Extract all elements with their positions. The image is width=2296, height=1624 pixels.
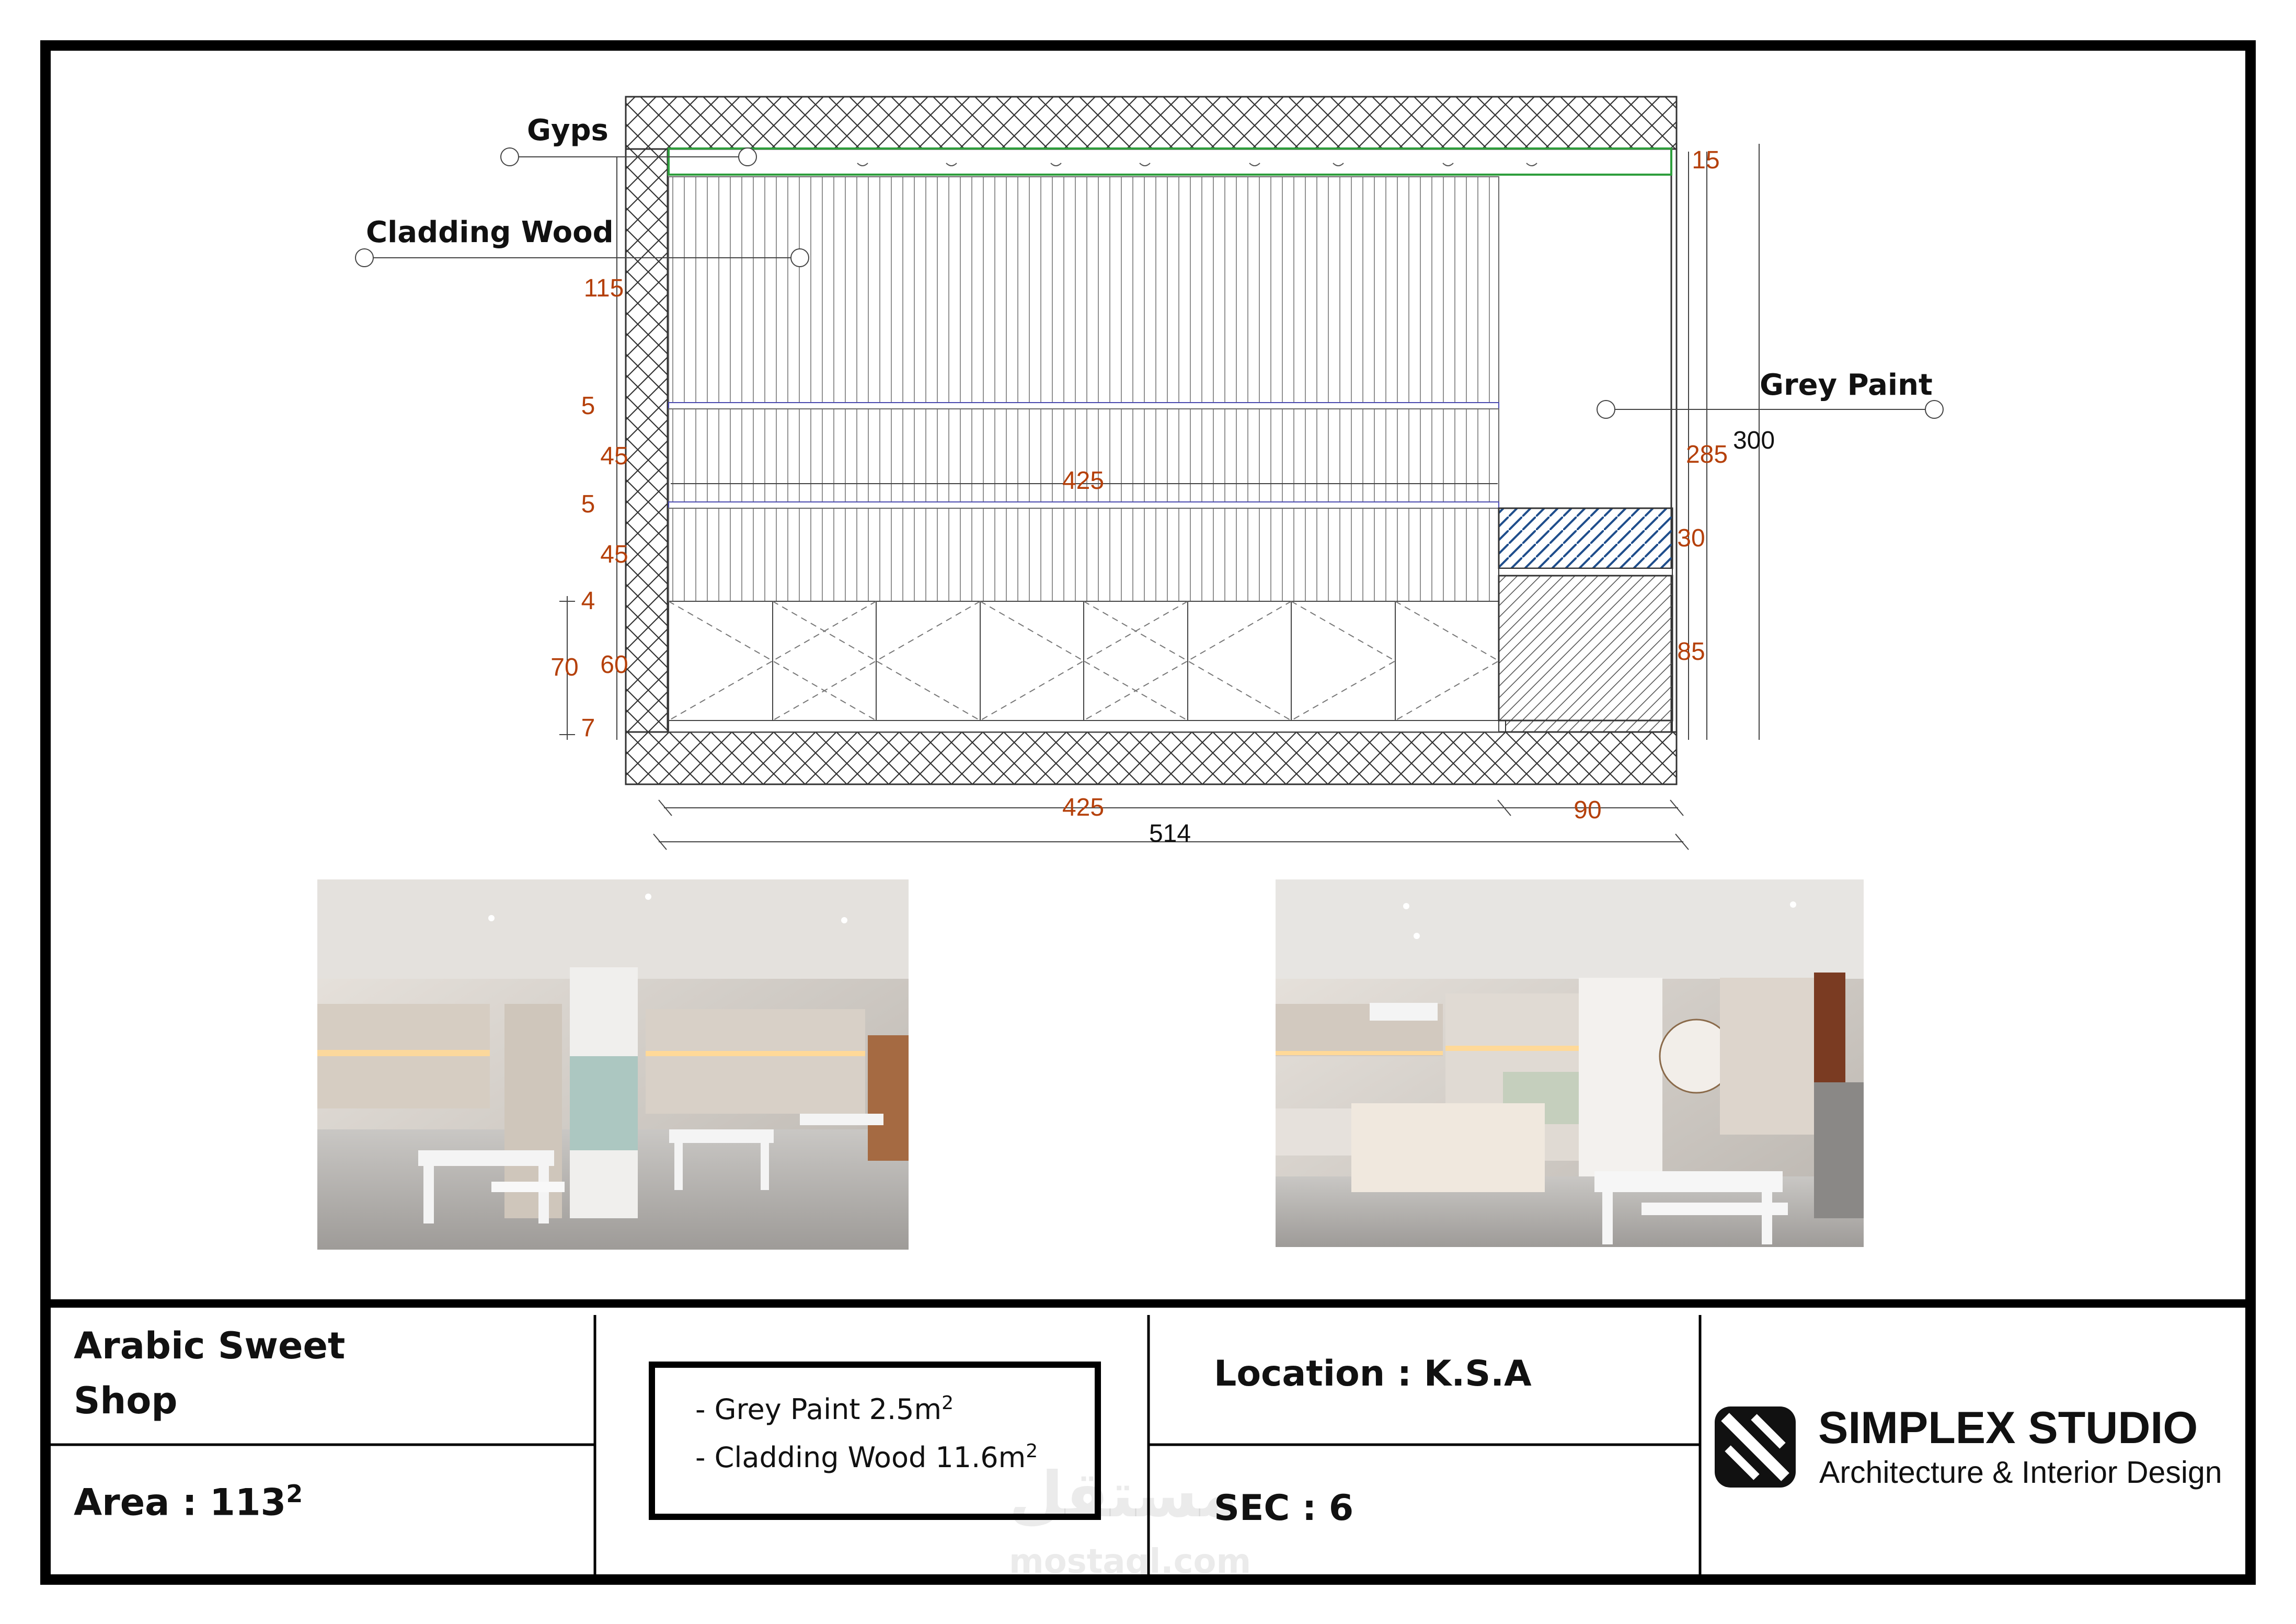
dim-right-300: 300 (1732, 427, 1775, 454)
simplex-logo-icon (1715, 1406, 1796, 1488)
watermark-latin: mostaql.com (1009, 1542, 1252, 1581)
wall-bottom-hatch (626, 732, 1677, 784)
counter-top (1499, 568, 1672, 576)
project-title-line-1: Arabic Sweet (74, 1324, 346, 1367)
dim-right-15: 15 (1692, 146, 1720, 174)
dim-left-45a: 45 (600, 442, 628, 470)
dim-middle-425: 425 (1062, 467, 1105, 495)
project-title-line-2: Shop (74, 1379, 178, 1422)
studio-name: SIMPLEX STUDIO (1818, 1403, 2198, 1453)
section-elevation (355, 97, 1943, 850)
quantity-wood-sup: 2 (1026, 1440, 1038, 1462)
lower-cabinets (669, 601, 1499, 732)
wall-top-hatch (626, 97, 1677, 149)
counter-base (1506, 720, 1672, 732)
callout-grey-paint-label: Grey Paint (1760, 368, 1933, 402)
gyps-ceiling (669, 148, 1671, 175)
dim-left-70: 70 (550, 654, 579, 681)
dim-left-60: 60 (600, 651, 628, 679)
area-superscript: 2 (286, 1480, 303, 1508)
dim-left-5a: 5 (581, 392, 595, 420)
dim-right-285: 285 (1685, 441, 1728, 468)
dim-bottom-514: 514 (1149, 820, 1191, 848)
dim-bottom-425: 425 (1062, 794, 1105, 821)
quantity-cladding-wood (695, 1440, 1038, 1474)
dim-left-5b: 5 (581, 490, 595, 518)
callout-cladding-label: Cladding Wood (366, 215, 614, 249)
area-value: Area : 113 (74, 1481, 286, 1524)
interior-render-1 (317, 879, 909, 1250)
shelf-strip-2 (669, 502, 1499, 508)
quantity-grey-sup: 2 (942, 1392, 954, 1414)
dim-left-7: 7 (581, 714, 595, 742)
dim-left-45b: 45 (600, 541, 628, 568)
quantity-grey-paint (695, 1392, 954, 1426)
location-label: Location : K.S.A (1214, 1353, 1532, 1394)
quantity-grey-text: - Grey Paint 2.5m (695, 1393, 942, 1426)
interior-render-2 (1276, 879, 1864, 1247)
wall-left-hatch (626, 149, 668, 732)
glass-display (1499, 508, 1672, 568)
dim-left-4: 4 (581, 587, 595, 615)
counter-body (1499, 576, 1672, 720)
area-label (74, 1480, 303, 1524)
dim-right-85: 85 (1677, 638, 1705, 666)
studio-tagline: Architecture & Interior Design (1819, 1455, 2222, 1490)
quantity-wood-text: - Cladding Wood 11.6m (695, 1441, 1026, 1474)
dim-right-30: 30 (1677, 524, 1705, 552)
shelf-strip-1 (669, 403, 1499, 409)
cladding-panel-lower (669, 508, 1499, 601)
dim-left-115: 115 (583, 275, 624, 302)
cladding-panel-upper (669, 177, 1499, 403)
watermark-arabic: مستقل (1009, 1459, 1238, 1531)
callout-gyps-label: Gyps (527, 113, 609, 147)
dim-bottom-90: 90 (1574, 796, 1602, 824)
ceiling-spotlights (742, 163, 1537, 166)
section-label: SEC : 6 (1214, 1488, 1354, 1529)
